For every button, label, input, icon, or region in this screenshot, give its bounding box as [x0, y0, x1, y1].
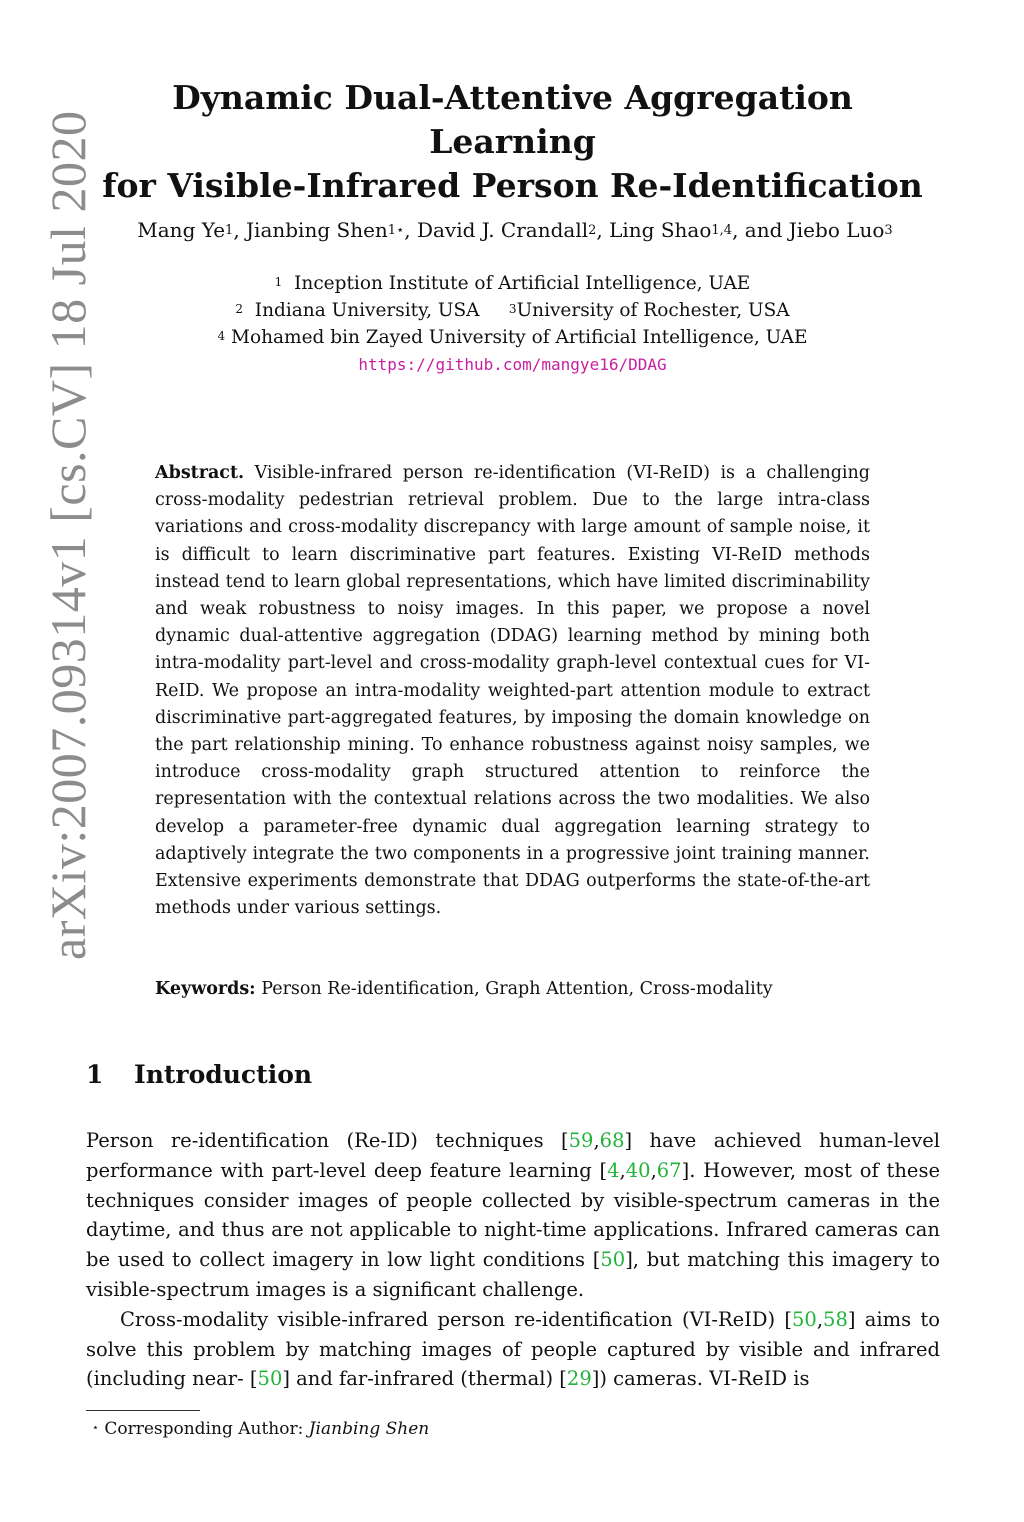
keywords-label: Keywords:: [155, 979, 256, 999]
abstract: [155, 460, 870, 922]
affiliation-1: [140, 270, 885, 297]
author-affil-sup: 1,4: [711, 222, 733, 238]
section-heading-introduction: [86, 1057, 312, 1093]
author-name: Jianbing Shen: [246, 218, 388, 242]
author-separator: ,: [233, 218, 247, 242]
author-name: Mang Ye: [137, 218, 226, 242]
body-text: Cross-modality visible-infrared person re-identification (VI-ReID) [: [120, 1307, 792, 1331]
body-text: ,: [593, 1129, 600, 1152]
affiliation-sup: 1: [274, 275, 283, 289]
footnote-label: Corresponding Author:: [104, 1419, 304, 1439]
introduction-body: [86, 1126, 940, 1394]
body-text: ], but matching this imagery to visible-spectrum images is a significant challenge.: [86, 1248, 940, 1301]
footnote-author-name: Jianbing Shen: [308, 1419, 430, 1439]
body-text: ] have achieved human-level performance with part-level deep feature learning [: [86, 1129, 940, 1182]
author-name: Ling Shao: [609, 218, 712, 242]
citation-link[interactable]: 50: [600, 1248, 626, 1272]
body-text: Person re-identification (Re-ID) techniques [: [86, 1129, 569, 1152]
citation-link[interactable]: 59: [568, 1129, 594, 1152]
section-number: 1: [86, 1060, 104, 1089]
keywords: [155, 976, 870, 1003]
citation-link[interactable]: 4: [607, 1158, 620, 1182]
citation-link[interactable]: 50: [792, 1307, 817, 1331]
author-name: Jiebo Luo: [788, 218, 885, 242]
paper-title: [90, 76, 935, 208]
body-text: ]) cameras. VI-ReID is: [591, 1367, 810, 1391]
citation-link[interactable]: 68: [599, 1129, 625, 1152]
body-text: ]. However, most of these techniques consider images of people collected by visible-spectrum cameras in the daytime, and thus are not applicable to night-time applications. Infrared cameras can be used to collect imagery in low light conditions [: [86, 1158, 940, 1272]
affiliation-sup: 2: [235, 302, 243, 316]
author-affil-sup: 1⋆: [387, 222, 405, 238]
affiliation-sup: 3: [508, 302, 517, 316]
affiliations: [140, 270, 885, 378]
author-list: [80, 216, 950, 244]
affiliation-text: Inception Institute of Artificial Intelligence, UAE: [294, 273, 751, 294]
body-text: ,: [816, 1307, 824, 1331]
affiliation-2-3: [140, 297, 885, 324]
title-line-2: for Visible-Infrared Person Re-Identification: [102, 166, 923, 205]
title-line-1: Dynamic Dual-Attentive Aggregation Learning: [172, 78, 853, 161]
abstract-text: Visible-infrared person re-identification (VI-ReID) is a challenging cross-modality pedestrian retrieval problem. Due to the large intra-class variations and cross-modality discrepancy with large amount of sample noise, it is difficult to learn discriminative part features. Existing VI-ReID methods instead tend to learn global representations, which have limited discriminability and weak robustness to noisy images. In this paper, we propose a novel dynamic dual-attentive aggregation (DDAG) learning method by mining both intra-modality part-level and cross-modality graph-level contextual cues for VI-ReID. We propose an intra-modality weighted-part attention module to extract discriminative part-aggregated features, by imposing the domain knowledge on the part relationship mining. To enhance robustness against noisy samples, we introduce cross-modality graph structured attention to reinforce the representation with the contextual relations across the two modalities. We also develop a parameter-free dynamic dual aggregation learning strategy to adaptively integrate the two components in a progressive joint training manner. Extensive experiments demonstrate that DDAG outperforms the state-of-the-art methods under various settings.: [155, 463, 870, 919]
author-name: David J. Crandall: [416, 218, 589, 242]
paragraph: [86, 1305, 940, 1394]
citation-link[interactable]: 58: [823, 1307, 848, 1331]
affiliation-text: University of Rochester, USA: [516, 300, 790, 321]
footnote-star-mark: ⋆: [92, 1421, 99, 1435]
affiliation-sup: 4: [217, 329, 226, 343]
author-affil-sup: 3: [884, 222, 893, 238]
arxiv-identifier-stamp: arXiv:2007.09314v1 [cs.CV] 18 Jul 2020: [40, 110, 96, 960]
author-affil-sup: 1: [225, 222, 234, 238]
citation-link[interactable]: 67: [656, 1158, 682, 1182]
citation-link[interactable]: 40: [625, 1158, 651, 1182]
author-separator: ,: [596, 218, 610, 242]
keywords-text: Person Re-identification, Graph Attention, Cross-modality: [261, 979, 773, 999]
citation-link[interactable]: 50: [257, 1367, 283, 1391]
body-text: ] and far-infrared (thermal) [: [282, 1367, 567, 1391]
affiliation-text: Mohamed bin Zayed University of Artificial Intelligence, UAE: [231, 327, 808, 348]
affiliation-text: Indiana University, USA: [254, 300, 480, 321]
author-separator: ,: [404, 218, 417, 242]
footnote-divider: [86, 1410, 200, 1411]
abstract-label: Abstract.: [155, 463, 245, 483]
author-separator: , and: [732, 218, 789, 242]
body-text: ] aims to solve this problem by matching images of people captured by visible and infrared (including near- [: [86, 1307, 940, 1391]
footnote: [92, 1416, 429, 1442]
section-title: Introduction: [134, 1060, 313, 1089]
citation-link[interactable]: 29: [566, 1367, 592, 1391]
github-repo-link[interactable]: https://github.com/mangye16/DDAG: [358, 355, 667, 374]
paragraph: [86, 1126, 940, 1305]
author-affil-sup: 2: [588, 222, 597, 238]
body-text: ,: [650, 1158, 657, 1182]
body-text: ,: [619, 1158, 626, 1182]
affiliation-4: [140, 324, 885, 351]
